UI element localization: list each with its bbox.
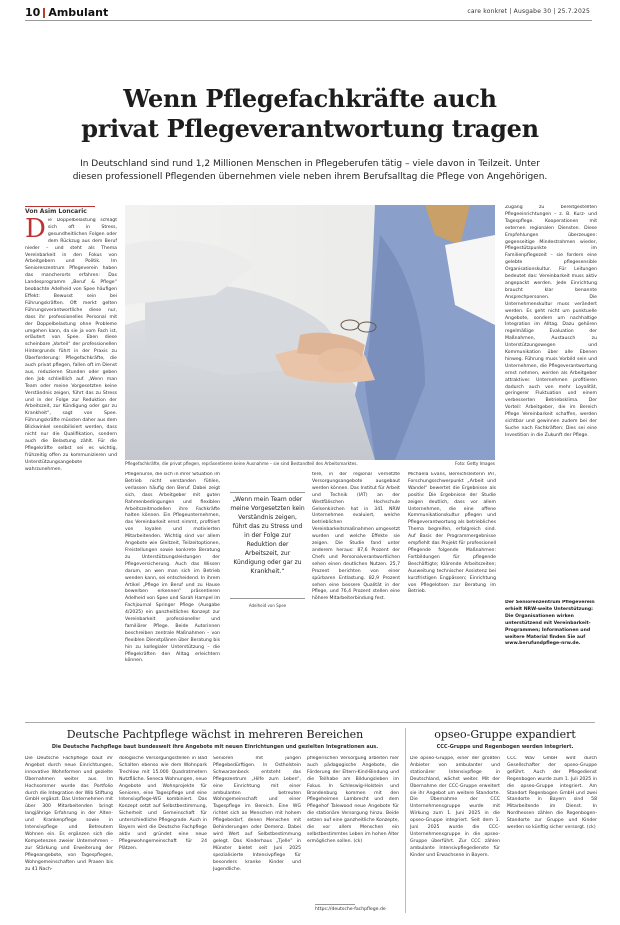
news-right-headline: opseo-Gruppe expandiert [434, 728, 576, 741]
header-rule [25, 20, 592, 21]
photo-caption [125, 461, 495, 466]
news-right-column-2: CCC Wav GmbH wird durch Gesellschafter der opseo-Gruppe geführt. Auch der Pflegedienst Regenbogen wurde zum 1. Juli 2025 in die opseo-Gruppe integriert. Am Standort Regenbogen GmbH und zwei Standorte in Bayern sind 58 Mitarbeitende im Dienst. In Nordhessen zählen die Regenbogen-Standorte zur Gruppe und Kinder werden so künftig sicher versorgt. (ck) [507, 756, 597, 831]
page-header-left [25, 6, 108, 19]
caption-text: Pflegefachkräfte, die privat pflegen, repräsentieren keine Ausnahme – sie sind Bestandteil des Arbeitsmarktes. [125, 461, 358, 466]
article-column-2 [125, 472, 220, 727]
news-left-column-2: dologische Versorgungsstellen in Bad Schalten ebenso wie dem Wohnpark Trechlow mit 15.000 Quadratmetern Nutzfläche. Seneca Wohnungen, neue Angebote und Wohnprojekte für Senioren, eine Tagespflege und eine Intensivpflege-WG kombiniert. Das Konzept setzt auf Selbstbestimmung, Sicherheit und Gemeinschaft für unterschiedliche Pflegegrade. Auch in Bayern wird die Deutsche Fachpflege aktiv und gründet eine neue Pflegewohngemeinschaft für 24 Plätzen. [119, 756, 207, 851]
article-column-5 [505, 205, 597, 595]
byline-rule [25, 206, 95, 207]
news-vertical-divider [405, 728, 406, 913]
article-headline [40, 84, 580, 144]
pull-quote-rule-bottom [230, 598, 305, 599]
photo-credit: Foto: Getty Images [455, 461, 495, 466]
pull-quote: „Wenn mein Team oder meine Vorgesetzten kein Verständnis zeigen, führt das zu Stress und in der Folge zur Reduktion der Arbeitszeit, zur Kündigung oder gar zu Krankheit.“ [230, 496, 305, 575]
news-right-column-1: Die opseo-Gruppe, einer der größten Anbieter von ambulanter und stationärer Intensivpflege in Deutschland, wächst weiter. Mit der Übernahme der CCC-Gruppe erweitert sie ihr Angebot um weitere Standorte. Die Übernahme der CCC Unternehmensgruppe wurde mit Wirkung zum 1. Juni 2025 in die opseo-Gruppe integriert. Seit dem 1. Juni 2025 wurde die CCC-Unternehmensgruppe in die opseo-Gruppe überführt. Zur CCC zählen ambulante Intensivpflegedienste für Kinder und Erwachsene in Bayern. [410, 756, 500, 858]
news-left-lead: Die Deutsche Fachpflege baut bundesweit ihre Angebote mit neuen Einrichtungen und gezielten Integrationen aus. [51, 744, 379, 750]
news-left-column-3: Senioren mit jungen Pflegebedürftigen. In Ostholstein Schwarzenbeck entsteht das Pflegezentrum „Hilfe zum Leben“, eine Einrichtung mit einer ambulanten betreuten Wohngemeinschaft und einer Tagespflege im Bereich. Eine WG richtet sich an Menschen mit hohem Pflegebedarf, denen Menschen mit Behinderungen oder Demenz. Dabei wird Wert auf Selbstbestimmung gelegt. Das Kinderhaus „Tjelle“ in Münster bietet seit Juni 2025 spezialisierte Intensivpflege für besonders kranke Kinder und Jugendliche. [213, 756, 301, 872]
header-separator [43, 8, 45, 18]
publication-info: care konkret | Ausgabe 30 | 25.7.2025 [467, 8, 590, 15]
pull-quote-author: Adelheid von Spee [248, 603, 287, 608]
news-left-column-4: pflegerischen Versorgung arbeiten hier auch pädagogische Angebote, die Förderung der Eltern-Kind-Bindung und die Teilhabe am Bildungsleben im Fokus. In Schleswig-Holstein und Brandenburg kommen mit den Pflegeheimen Lambrecht und dem Pflegehof Talewood neue Angebote für die stationäre Versorgung hinzu. Beide setzen auf eine ganzheitliche Konzepte, die vor allem Menschen ein selbstbestimmtes Leben im hohen Alter ermöglichen sollen. (ck) [307, 756, 399, 844]
column-2-text: Pflegenurse, die sich in ihrer Situation im Betrieb nicht verstanden fühlen, verlassen häufig den Beruf. Dabei zeigt sich, dass Arbeitgeber mit guten Rahmenbedingungen und flexiblen Arbeitszeitmodellen ihre Fachkräfte halten können. Ein Pflegeunternehmen, das Vereinbarkeit ernst nimmt, profitiert von loyalen und motivierten Mitarbeitenden. Wichtig sind vor allem Angebote wie Gleitzeit, Teilzeitoptionen, Freistellungen sowie konkrete Beratung zu Unterstützungsleistungen der Pflegeversicherung. Auch das Wissen darum, an wen man sich im Betrieb wenden kann, sei entscheidend. In ihrem Artikel „Pflege im Beruf und zu Hause bewerben erkennen“ präsentieren Adelheid von Spee und Sarah Hampel im Fachjournal Springer Pflege (Ausgabe 4/2025) ein ganzheitliches Konzept zur Vereinbarkeit professioneller und familiärer Pflege. Beide Autorinnen beschreiben zentrale Maßnahmen – von flexiblen Dienstplänen über Beratung bis hin zu kollegialer Unterstützung – die Pflegekräften den Alltag erleichtern können. [125, 472, 220, 664]
info-box: Der Seniorenzentrum Pflegeverein erhielt NRW-weite Unterstützung: Die Organisationen wirken unterstützend mit Vereinbarkeit-Programmen; Informationen und weitere Material finden Sie auf www.berufundpflege-nrw.de. [505, 600, 595, 647]
column-3-text: tere, in der regional vernetzte Versorgungsangebote ausgebaut werden können. Das Institut für Arbeit und Technik (IAT) an der Westfälischen Hochschule Gelsenkirchen hat in 341 NRW Unternehmen evaluiert, welche betrieblichen Vereinbarkeitsmaßnahmen umgesetzt wurden und welche Effekte sie zeigen. Die Studie fand unter anderem heraus: 87,6 Prozent der Chefs und Personalverantwortlichen sehen einen deutlichen Nutzen. 25,7 Prozent berichten von einer spürbaren Entlastung. 82,9 Prozent sehen eine bessere Qualität in der Pflege, und 76,4 Prozent stellen eine höhere Mitarbeiterbindung fest. [312, 472, 400, 602]
section-title: Ambulant [48, 6, 109, 19]
article-column-4 [408, 472, 496, 727]
article-column-1 [25, 218, 117, 735]
page-number: 10 [25, 6, 41, 19]
column-1-text: ie Doppelbelastung schlägt sich oft in Stress, gesundheitlichen Folgen oder dem Rückzug aus dem Beruf nieder – und steht als Thema Vereinbarkeit in den Fokus von Arbeitgebern und Politik. Im Seniorenzentrum Pflegeverein haben das mancherorts erfahren: Das Landesprogramm „Beruf & Pflege“ beobachte Adelheid von Spee häufigen Effekt: Bewusst sein bei Führungskräften. Oft merkt gelten Führungsverantwortliche diese nur, dass ihr professionelles Personal mit der Doppelbelastung ohne Probleme umgehen kann, da sie ja vom Fach ist, erläutert von Spee. Eben diese scheinbare „Vorteil“ der professionellen Hintergrunds führt in der Praxis zu Überforderung: Pflegefachkräfte, die auch privat pflegen, fallen oft im Dienst aus, reduzieren Stunden oder geben den Job schließlich auf. „Wenn man Team oder meine Vorgesetzten keine Verständnis zeigen, führt das zu Stress und in der Folge zur Reduktion der Arbeitszeit, zur Kündigung oder gar zu Krankheit“, sagt von Spee. Führungskräfte müssten daher aus dem Blickwinkel sensibilisiert werden, dass nicht nur die Qualifikation, sondern auch die Belastung zählt. Für die Pflegekräfte selbst sei es wichtig, frühzeitig offen zu kommunizieren und Unterstützungsangebote wahrzunehmen. [25, 218, 117, 472]
lead-line-1: In Deutschland sind rund 1,2 Millionen Menschen in Pflegeberufen tätig – viele davon in Teilzeit. Unter [80, 159, 540, 169]
news-left-headline: Deutsche Pachtpflege wächst in mehreren Bereichen [66, 728, 364, 741]
lead-line-2: diesen professionell Pflegenden übernehmen viele neben ihrem Berufsalltag die Pflege von Angehörigen. [72, 172, 548, 182]
headline-line-2: privat Pflegeverantwortung tragen [81, 114, 539, 143]
column-4-text: Michaela Evans, Bereichsleiterin IAT, Forschungsschwerpunkt „Arbeit und Wandel“ bewertet die Ergebnisse als positiv: Die Ergebnisse der Studie zeigen deutlich, dass vor allem Unternehmen, die eine offene Kommunikationskultur pflegen und Pflegeverantwortung als betriebliches Thema begreifen, erfolgreich sind. Auf Basis der Programmergebnisse empfiehlt das Projekt für professionell Pflegende folgende Maßnahmen: Fortbildungen für pflegende Beschäftigte; Klärende Arbeitszeiten; Ausweitung technischer Assistenz bei kurzfristigen Engpässen; Einrichtung von Pflegelotsen zur Beratung im Betrieb. [408, 472, 496, 595]
article-column-3 [312, 472, 400, 727]
byline: Von Asim Loncaric [25, 208, 87, 215]
news-right-lead: CCC-Gruppe und Regenbogen werden integriert. [436, 744, 574, 750]
news-divider [25, 722, 595, 723]
article-photo [125, 205, 495, 460]
news-left-footnote: https://deutsche-fachpflege.de [315, 907, 386, 912]
caregiver-holding-hands-image [125, 205, 495, 460]
article-lead [70, 158, 550, 184]
headline-line-1: Wenn Pflegefachkräfte auch [123, 84, 497, 113]
footnote-rule [315, 904, 355, 905]
news-left-column-1: Die Deutsche Fachpflege baut ihr Angebot durch neue Einrichtungen, innovative Wohnformen und gezielte Übernahmen weiter aus. Im Hochsommer wurde das Portfolio durch die Integration der Wib Stiftung GmbH ergänzt. Das Unternehmen mit über 300 Mitarbeitenden bringt langjährige Erfahrung in der Alten- und Krankenpflege sowie in Intensivpflege und Betreutem Wohnen ein. Es ergänzen sich die Kompetenzen zweier Unternehmen – zur Stärkung und Erweiterung der Pflegeangebote, von Tagespflegen, Wohngemeinschaften und Praxen bis zu 41 Nach- [25, 756, 113, 872]
pull-quote-rule-top [230, 492, 305, 493]
drop-cap: D [25, 218, 46, 244]
column-5-text: Zugang zu bereitgestellten Pflegeeinrichtungen – z. B. Kurz- und Tagespflege. Kooperationen mit externen regionalen Diensten. Diese Empfehlungen überzeugen: gegenseitige Mindestrahmen wieder, Pflegestützpunkte im Familienpflegezeit – sie fordern eine gelebte pflegesensible Organisationskultur. Für Leitungen bedeutet das: Vereinbarkeit muss aktiv angepackt werden. Jede Einrichtung braucht klar benannte Ansprechpersonen. Die Unternehmenskultur muss verändert werden. Es geht nicht um punktuelle Angebote, sondern um nachhaltige Integration im Alltag. Dazu gehören regelmäßige Evaluation der Maßnahmen, Austausch zu Unterstützungswegen und Kommunikation über alle Ebenen hinweg. Führung muss Vorbild sein und Unternehmen, die Pflegeverantwortung ernst nehmen, werden als Arbeitgeber attraktiver. Unternehmen profitieren dadurch auch von mehr Loyalität, geringerer Fluktuation und einem verbesserten Betriebsklima. Der Vorteil: Arbeitgeber, die im Bereich Pflege Vereinbarkeit schaffen, werden sichtbar und gewinnen zudem bei der Suche nach Fachkräften: Dies sei eine Investition in die Zukunft der Pflege. [505, 205, 597, 438]
